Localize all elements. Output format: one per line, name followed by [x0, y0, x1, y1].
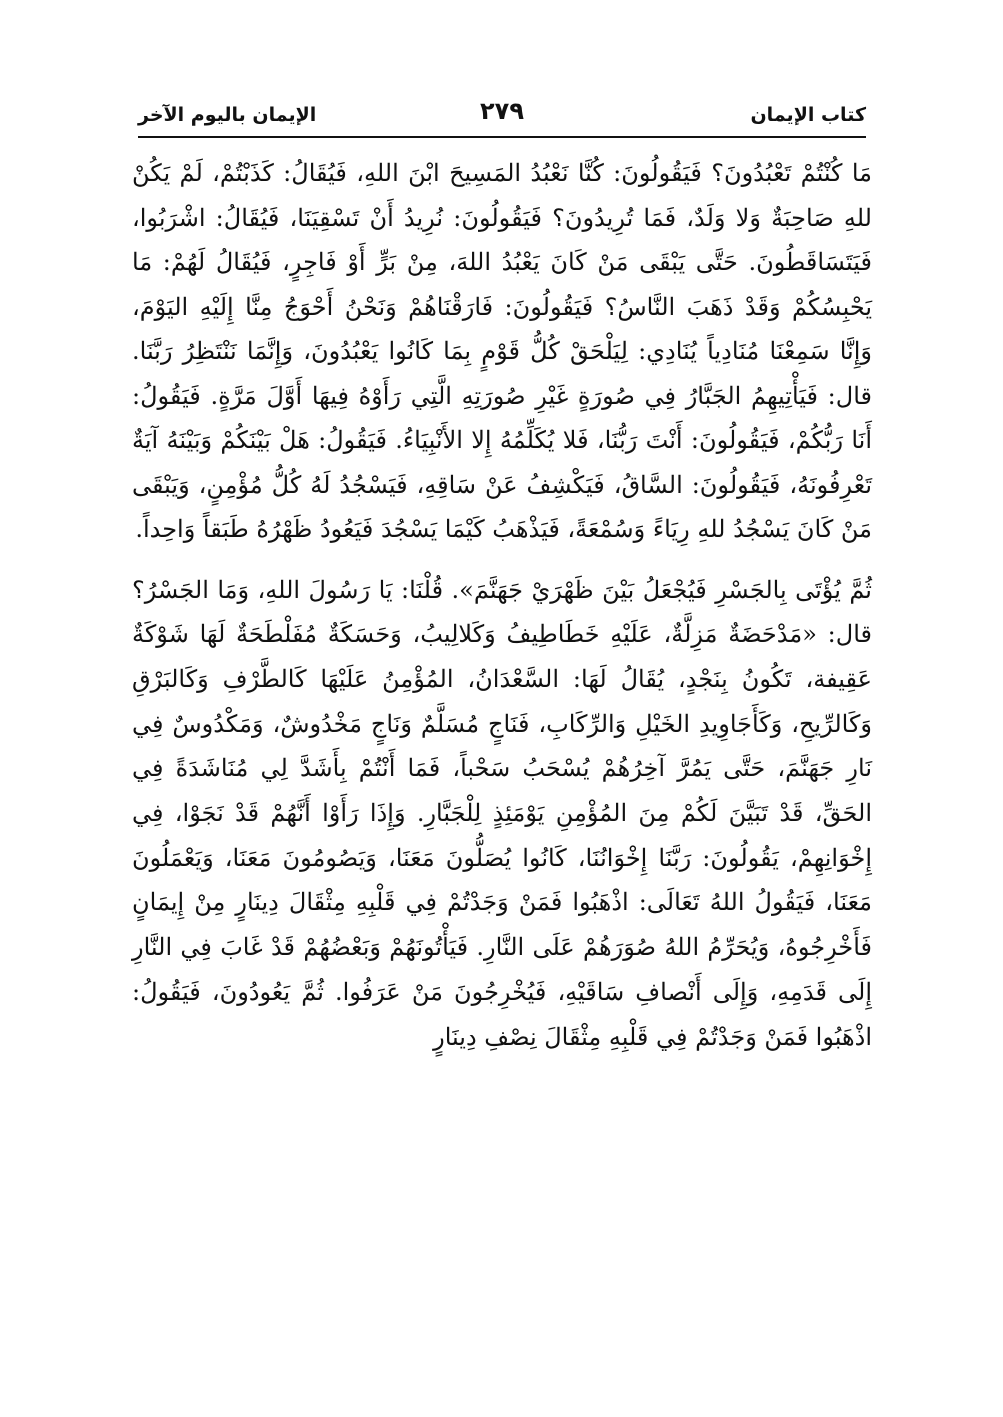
- page-number: ٢٧٩: [480, 97, 524, 125]
- running-header: [138, 96, 866, 140]
- header-rule: [138, 136, 866, 138]
- book-title: كتاب الإيمان: [750, 104, 866, 126]
- paragraph-1: مَا كُنْتُمْ تَعْبُدُونَ؟ فَيَقُولُونَ: كُنَّا نَعْبُدُ المَسِيحَ ابْنَ اللهِ، فَيُقَالُ: كَذَبْتُمْ، لَمْ يَكُنْ للهِ صَاحِبَةٌ وَلا وَلَدٌ، فَمَا تُرِيدُونَ؟ فَيَقُولُونَ: نُرِيدُ أَنْ تَسْقِيَنَا، فَيُقَالُ: اشْرَبُوا، فَيَتَسَاقَطُونَ. حَتَّى يَبْقَى مَنْ كَانَ يَعْبُدُ اللهَ، مِنْ بَرٍّ أَوْ فَاجِرٍ، فَيُقَالُ لَهُمْ: مَا يَحْبِسُكُمْ وَقَدْ ذَهَبَ النَّاسُ؟ فَيَقُولُونَ: فَارَقْنَاهُمْ وَنَحْنُ أَحْوَجُ مِنَّا إِلَيْهِ اليَوْمَ، وَإِنَّا سَمِعْنَا مُنَادِياً يُنَادِي: لِيَلْحَقْ كُلُّ قَوْمٍ بِمَا كَانُوا يَعْبُدُونَ، وَإِنَّمَا نَنْتَظِرُ رَبَّنَا. قال: فَيَأْتِيهِمُ الجَبَّارُ فِي صُورَةٍ غَيْرِ صُورَتِهِ الَّتِي رَأَوْهُ فِيهَا أَوَّلَ مَرَّةٍ. فَيَقُولُ: أَنَا رَبُّكُمْ، فَيَقُولُونَ: أَنْتَ رَبُّنَا، فَلا يُكَلِّمُهُ إِلا الأَنْبِيَاءُ. فَيَقُولُ: هَلْ بَيْنَكُمْ وَبَيْنَهُ آيَةٌ تَعْرِفُونَهُ، فَيَقُولُونَ: السَّاقُ، فَيَكْشِفُ عَنْ سَاقِهِ، فَيَسْجُدُ لَهُ كُلُّ مُؤْمِنٍ، وَيَبْقَى مَنْ كَانَ يَسْجُدُ للهِ رِيَاءً وَسُمْعَةً، فَيَذْهَبُ كَيْمَا يَسْجُدَ فَيَعُودُ ظَهْرُهُ طَبَقاً وَاحِداً.: [132, 159, 872, 543]
- paragraph-2: ثُمَّ يُؤْتَى بِالجَسْرِ فَيُجْعَلُ بَيْنَ ظَهْرَيْ جَهَنَّمَ». قُلْنَا: يَا رَسُولَ اللهِ، وَمَا الجَسْرُ؟ قال: «مَدْحَضَةٌ مَزِلَّةٌ، عَلَيْهِ خَطَاطِيفُ وَكَلالِيبُ، وَحَسَكَةٌ مُفَلْطَحَةٌ لَهَا شَوْكَةٌ عَقِيفة، تَكُونُ بِنَجْدٍ، يُقَالُ لَهَا: السَّعْدَانُ، المُؤْمِنُ عَلَيْهَا كَالطَّرْفِ وَكَالبَرْقِ وَكَالرِّيحِ، وَكَأَجَاوِيدِ الخَيْلِ وَالرِّكَابِ، فَنَاجٍ مُسَلَّمٌ وَنَاجٍ مَخْدُوشٌ، وَمَكْدُوسٌ فِي نَارِ جَهَنَّمَ، حَتَّى يَمُرَّ آخِرُهُمْ يُسْحَبُ سَحْباً، فَمَا أَنْتُمْ بِأَشَدَّ لِي مُنَاشَدَةً فِي الحَقِّ، قَدْ تَبَيَّنَ لَكُمْ مِنَ المُؤْمِنِ يَوْمَئِذٍ لِلْجَبَّارِ. وَإِذَا رَأَوْا أَنَّهُمْ قَدْ نَجَوْا، فِي إِخْوَانِهِمْ، يَقُولُونَ: رَبَّنَا إِخْوَانُنَا، كَانُوا يُصَلُّونَ مَعَنَا، وَيَصُومُونَ مَعَنَا، وَيَعْمَلُونَ مَعَنَا، فَيَقُولُ اللهُ تَعَالَى: اذْهَبُوا فَمَنْ وَجَدْتُمْ فِي قَلْبِهِ مِثْقَالَ دِينَارٍ مِنْ إِيمَانٍ فَأَخْرِجُوهُ، وَيُحَرِّمُ اللهُ صُوَرَهُمْ عَلَى النَّارِ. فَيَأْتُونَهُمْ وَبَعْضُهُمْ قَدْ غَابَ فِي النَّارِ إِلَى قَدَمِهِ، وَإِلَى أَنْصافِ سَاقَيْهِ، فَيُخْرِجُونَ مَنْ عَرَفُوا. ثُمَّ يَعُودُونَ، فَيَقُولُ: اذْهَبُوا فَمَنْ وَجَدْتُمْ فِي قَلْبِهِ مِثْقَالَ نِصْفِ دِينَارٍ: [132, 575, 873, 1051]
- section-title: الإيمان باليوم الآخر: [138, 104, 317, 126]
- body-text: [132, 151, 872, 1059]
